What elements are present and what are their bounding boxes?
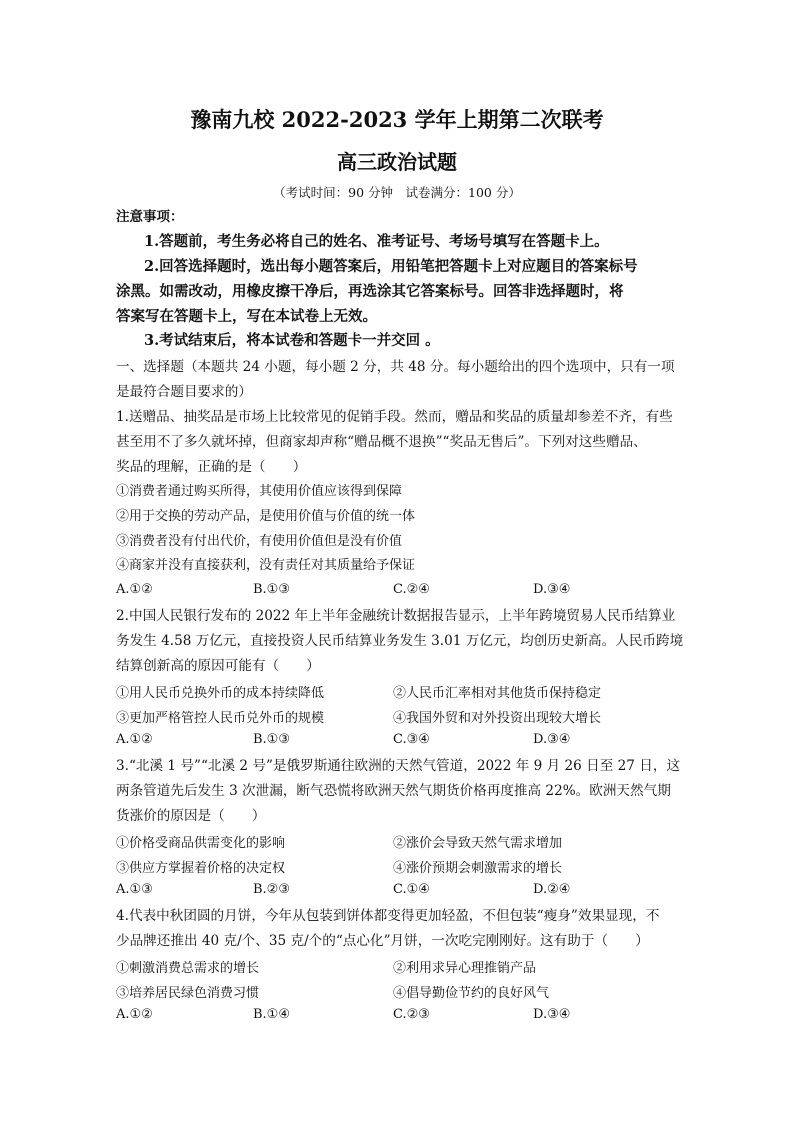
question-item: ①价格受商品供需变化的影响 (116, 836, 286, 851)
question-stem: 奖品的理解，正确的是（ ） (116, 459, 307, 475)
question-stem: 两条管道先后发生 3 次泄漏，断气恐慌将欧洲天然气期货价格再度推高 22%。欧洲天然气期 (116, 783, 671, 799)
choice-d: D.③④ (533, 582, 571, 597)
choice-d: D.③④ (533, 732, 571, 747)
question-item: ③消费者没有付出代价，有使用价值但是没有价值 (116, 534, 403, 549)
question-item: ④倡导勤俭节约的良好风气 (393, 986, 550, 1001)
note-line: 2.回答选择题时，选出每小题答案后，用铅笔把答题卡上对应题目的答案标号 (144, 258, 638, 275)
exam-time-info: （考试时间：90 分钟 试卷满分：100 分） (273, 185, 521, 200)
question-stem: 务发生 4.58 万亿元，直接投资人民币结算业务发生 3.01 万亿元，均创历史新高。人民币跨境 (116, 633, 684, 649)
choice-d: D.③④ (533, 1007, 571, 1022)
note-line: 1.答题前，考生务必将自己的姓名、准考证号、考场号填写在答题卡上。 (144, 233, 609, 250)
section-heading: 一、选择题（本题共 24 小题，每小题 2 分，共 48 分。每小题给出的四个选项中，只有一项 (116, 359, 675, 375)
question-stem: 1.送赠品、抽奖品是市场上比较常见的促销手段。然而，赠品和奖品的质量却参差不齐，有些 (116, 409, 673, 425)
question-item: ①刺激消费总需求的增长 (116, 961, 260, 976)
exam-title: 豫南九校 2022-2023 学年上期第二次联考 (190, 107, 604, 132)
question-item: ①消费者通过购买所得，其使用价值应该得到保障 (116, 484, 403, 499)
choice-a: A.①② (116, 732, 153, 747)
question-stem: 3.“北溪 1 号”“北溪 2 号”是俄罗斯通往欧洲的天然气管道，2022 年 9 月 26 日至 27 日，这 (116, 758, 681, 774)
question-item: ③培养居民绿色消费习惯 (116, 986, 260, 1001)
choice-a: A.①③ (116, 882, 153, 897)
exam-subject-title: 高三政治试题 (337, 150, 457, 174)
question-item: ②用于交换的劳动产品，是使用价值与价值的统一体 (116, 509, 416, 524)
question-item: ②人民币汇率相对其他货币保持稳定 (393, 686, 602, 701)
choice-b: B.①③ (253, 582, 290, 597)
question-item: ③供应方掌握着价格的决定权 (116, 861, 286, 876)
question-stem: 少品牌还推出 40 克/个、35 克/个的“点心化”月饼，一次吃完刚刚好。这有助于（ ） (116, 933, 649, 949)
question-item: ②利用求异心理推销产品 (393, 961, 537, 976)
choice-b: B.①③ (253, 732, 290, 747)
question-item: ④我国外贸和对外投资出现较大增长 (393, 711, 602, 726)
section-heading: 是最符合题目要求的） (116, 384, 252, 400)
choice-c: C.②③ (393, 1007, 430, 1022)
choice-c: C.②④ (393, 582, 430, 597)
question-stem: 4.代表中秋团圆的月饼，今年从包装到饼体都变得更加轻盈，不但包装“瘦身”效果显现，不 (116, 908, 660, 924)
question-stem: 甚至用不了多久就坏掉，但商家却声称“赠品概不退换”“奖品无售后”。下列对这些赠品、 (116, 434, 647, 450)
question-item: ③更加严格管控人民币兑外币的规模 (116, 711, 325, 726)
question-stem: 2.中国人民银行发布的 2022 年上半年金融统计数据报告显示，上半年跨境贸易人民币结算业 (116, 608, 676, 624)
note-line: 答案写在答题卡上，写在本试卷上无效。 (116, 308, 377, 325)
choice-d: D.②④ (533, 882, 571, 897)
note-line: 涂黑。如需改动，用橡皮擦干净后，再选涂其它答案标号。回答非选择题时，将 (116, 283, 624, 300)
question-item: ④商家并没有直接获利，没有责任对其质量给予保证 (116, 558, 416, 573)
choice-c: C.③④ (393, 732, 430, 747)
question-stem: 货涨价的原因是（ ） (116, 808, 266, 824)
question-item: ②涨价会导致天然气需求增加 (393, 836, 563, 851)
question-item: ①用人民币兑换外币的成本持续降低 (116, 686, 325, 701)
choice-b: B.①④ (253, 1007, 290, 1022)
note-line: 3.考试结束后，将本试卷和答题卡一并交回 。 (144, 332, 440, 349)
choice-c: C.①④ (393, 882, 430, 897)
question-item: ④涨价预期会刺激需求的增长 (393, 861, 563, 876)
choice-a: A.①② (116, 1007, 153, 1022)
question-stem: 结算创新高的原因可能有（ ） (116, 658, 320, 674)
notes-heading: 注意事项： (116, 209, 184, 225)
choice-b: B.②③ (253, 882, 290, 897)
choice-a: A.①② (116, 582, 153, 597)
